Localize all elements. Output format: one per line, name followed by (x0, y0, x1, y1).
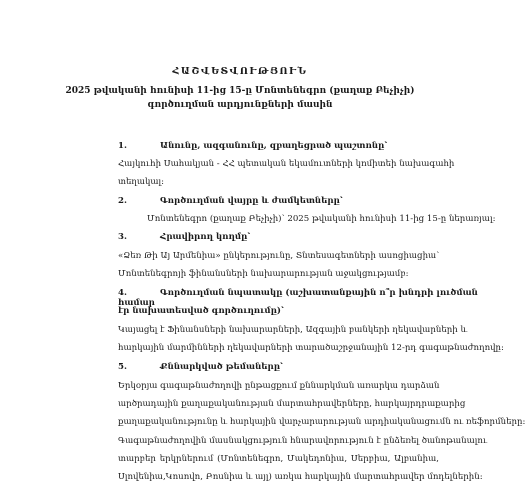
section-number: 1. (118, 141, 127, 151)
document-subtitle-line2: գործուղման արդյունքների մասին (147, 100, 333, 110)
section-1-heading (118, 141, 387, 151)
document-subtitle-line1: 2025 թվականի հունիսի 11-ից 15-ը Մոնտենեգրո (քաղաք Բեչիչի) (65, 86, 415, 96)
section-number: 3. (118, 232, 127, 242)
section-5-line-1: Երկօրյա գագաթնաժողովի ընթացքում քննարկման առարկա դարձան (118, 381, 440, 391)
section-1-line-2: տեղակալ: (118, 177, 165, 187)
section-3-line-1: «Ձեռ Թի Այ Արմենիա» ընկերությունը, Տնտեսագետների ասոցիացիա՝ (118, 251, 440, 261)
section-heading-text: Քննարկված թեմաները՝ (160, 362, 283, 372)
section-number: 4. (118, 288, 127, 298)
section-heading-text: Հրավիրող կողմը՝ (160, 232, 251, 242)
section-5-heading (118, 362, 283, 372)
section-heading-text: Անունը, ազգանունը, զբաղեցրած պաշտոնը՝ (160, 141, 388, 151)
section-4-heading-line2: էր նախատեսված գործուղումը)՝ (118, 306, 284, 316)
section-1-line-1: Հայկուհի Սահակյան - ՀՀ պետական եկամուտների կոմիտեի նախագահի (118, 159, 455, 169)
section-5-line-2: արծրադային քաղաքականության մարտահրավերները, հարկայրդրաքարից (118, 399, 466, 409)
section-5-line-3: քաղաքականությունը և հարկային վարչարարության արդիականացումն ու ռեֆորմները: (118, 417, 525, 427)
section-5-line-5: տարբեր երկրներում (Մոնտենեգրո, Մակեդոնիա, Սերբիա, Ալբանիա, (118, 454, 439, 464)
section-5-line-4: Գագաթնաժողովին մասնակցություն հնարավորություն է ընձեռել ծանոթանալու (118, 436, 488, 446)
section-number: 5. (118, 362, 127, 372)
document-title: ՀԱՇՎԵՏՎՈՒԹՅՈՒՆ (172, 66, 308, 77)
section-3-line-2: Մոնտենեգրոյի ֆինանսների նախարարության աջակցությամբ: (118, 269, 409, 279)
section-3-heading (118, 232, 250, 242)
section-number: 2. (118, 196, 127, 206)
section-2-line-1: Մոնտենեգրո (քաղաք Բեչիչի)՝ 2025 թվականի հունիսի 11-ից 15-ը ներառյալ: (147, 214, 496, 224)
section-4-heading (118, 288, 480, 308)
section-4-line-2: հարկային մարմինների ղեկավարների տարածաշրջանային 12-րդ գագաթնաժողովը: (118, 343, 504, 353)
section-heading-text: Գործուղման նպատակը (աշխատանքային ո՞ր խնդրի լուծման համար (118, 288, 478, 308)
section-2-heading (118, 196, 343, 206)
section-5-line-6: Սլովենիա,Կոսովո, Բոսնիա և այլ) առկա հարկային մարտահրավեր մոդելներին: (118, 472, 483, 482)
section-4-line-1: Կայացել է Ֆինանսների նախարարների, Ազգային բանկերի ղեկավարների և (118, 325, 468, 335)
section-heading-text: Գործուղման վայրը և ժամկետները՝ (160, 196, 343, 206)
